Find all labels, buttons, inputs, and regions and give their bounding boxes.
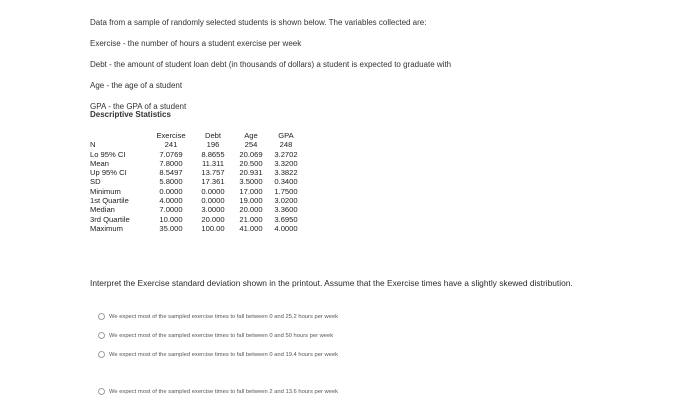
table-row bbox=[90, 140, 304, 149]
table-cell: 7.8000 bbox=[159, 158, 183, 168]
problem-intro bbox=[90, 12, 451, 117]
table-cell: 20.931 bbox=[239, 168, 263, 178]
table-row bbox=[90, 196, 304, 205]
radio-button[interactable] bbox=[98, 351, 105, 358]
table-cell: 17.361 bbox=[201, 177, 225, 187]
column-header: Debt bbox=[204, 131, 222, 140]
table-cell: 41.000 bbox=[239, 223, 263, 233]
table-cell: 3.2702 bbox=[274, 149, 298, 159]
table-cell: 248 bbox=[279, 140, 293, 150]
table-cell: 35.000 bbox=[159, 223, 183, 233]
answer-option-2[interactable] bbox=[98, 332, 333, 339]
table-cell: 3.0000 bbox=[201, 205, 225, 215]
table-cell: 20.069 bbox=[239, 149, 263, 159]
row-label: Up 95% CI bbox=[90, 168, 127, 178]
row-label: SD bbox=[90, 177, 101, 187]
table-cell: 10.000 bbox=[159, 214, 183, 224]
table-cell: 3.3200 bbox=[274, 158, 298, 168]
table-row bbox=[90, 224, 304, 233]
table-cell: 8.8655 bbox=[201, 149, 225, 159]
answer-option-1[interactable] bbox=[98, 313, 338, 320]
table-cell: 0.0000 bbox=[159, 186, 183, 196]
row-label: Maximum bbox=[90, 223, 123, 233]
table-row bbox=[90, 159, 304, 168]
option-label[interactable]: We expect most of the sampled exercise times to fall between 0 and 19.4 hours per week bbox=[109, 351, 338, 358]
option-label[interactable]: We expect most of the sampled exercise times to fall between 0 and 50 hours per week bbox=[109, 332, 334, 339]
table-row bbox=[90, 187, 304, 196]
intro-line: Exercise - the number of hours a student exercise per week bbox=[90, 39, 302, 48]
table-cell: 254 bbox=[244, 140, 258, 150]
row-label: 1st Quartile bbox=[90, 196, 129, 206]
table-cell: 20.500 bbox=[239, 158, 263, 168]
table-cell: 100.00 bbox=[201, 223, 225, 233]
table-cell: 5.8000 bbox=[159, 177, 183, 187]
intro-line: Age - the age of a student bbox=[90, 81, 183, 90]
intro-line: Debt - the amount of student loan debt (in thousands of dollars) a student is expected to graduate with bbox=[90, 60, 452, 69]
table-cell: 0.3400 bbox=[274, 177, 298, 187]
column-header: GPA bbox=[278, 131, 294, 140]
table-cell: 3.0200 bbox=[274, 196, 298, 206]
table-cell: 0.0000 bbox=[201, 186, 225, 196]
table-cell: 20.000 bbox=[201, 214, 225, 224]
row-label: N bbox=[90, 140, 96, 150]
table-row bbox=[90, 205, 304, 214]
table-cell: 3.6950 bbox=[274, 214, 298, 224]
table-cell: 7.0769 bbox=[159, 149, 183, 159]
row-label: Median bbox=[90, 205, 115, 215]
radio-button[interactable] bbox=[98, 332, 105, 339]
row-label: 3rd Quartile bbox=[90, 214, 130, 224]
table-cell: 0.0000 bbox=[201, 196, 225, 206]
column-header: Exercise bbox=[156, 131, 186, 140]
table-row bbox=[90, 150, 304, 159]
table-cell: 196 bbox=[206, 140, 220, 150]
table-cell: 3.3600 bbox=[274, 205, 298, 215]
row-label: Minimum bbox=[90, 186, 121, 196]
table-cell: 19.000 bbox=[239, 196, 263, 206]
intro-line: Data from a sample of randomly selected students is shown below. The variables collected are: bbox=[90, 18, 427, 27]
question-text: Interpret the Exercise standard deviation shown in the printout. Assume that the Exercise times have a slightly skewed distribution. bbox=[90, 278, 573, 288]
table-cell: 13.757 bbox=[201, 168, 225, 178]
intro-line: GPA - the GPA of a student bbox=[90, 102, 187, 111]
option-label[interactable]: We expect most of the sampled exercise times to fall between 0 and 25.2 hours per week bbox=[109, 313, 338, 320]
table-row bbox=[90, 215, 304, 224]
table-cell: 20.000 bbox=[239, 205, 263, 215]
row-label: Lo 95% CI bbox=[90, 149, 126, 159]
table-cell: 3.3822 bbox=[274, 168, 298, 178]
table-cell: 7.0000 bbox=[159, 205, 183, 215]
answer-option-4[interactable] bbox=[98, 388, 338, 395]
answer-option-3[interactable] bbox=[98, 351, 338, 358]
table-cell: 8.5497 bbox=[159, 168, 183, 178]
radio-button[interactable] bbox=[98, 388, 105, 395]
stats-heading: Descriptive Statistics bbox=[90, 110, 171, 119]
row-label: Mean bbox=[90, 158, 109, 168]
column-header: Age bbox=[244, 131, 258, 140]
table-cell: 3.5000 bbox=[239, 177, 263, 187]
table-header-row bbox=[90, 131, 304, 140]
table-row bbox=[90, 168, 304, 177]
radio-button[interactable] bbox=[98, 313, 105, 320]
option-label[interactable]: We expect most of the sampled exercise times to fall between 2 and 13.6 hours per week bbox=[109, 388, 338, 395]
table-cell: 4.0000 bbox=[159, 196, 183, 206]
table-cell: 241 bbox=[164, 140, 178, 150]
table-cell: 11.311 bbox=[201, 158, 225, 168]
table-cell: 17.000 bbox=[239, 186, 263, 196]
table-cell: 21.000 bbox=[239, 214, 263, 224]
table-cell: 4.0000 bbox=[274, 223, 298, 233]
table-row bbox=[90, 177, 304, 186]
table-cell: 1.7500 bbox=[274, 186, 298, 196]
descriptive-statistics-table bbox=[90, 131, 304, 233]
